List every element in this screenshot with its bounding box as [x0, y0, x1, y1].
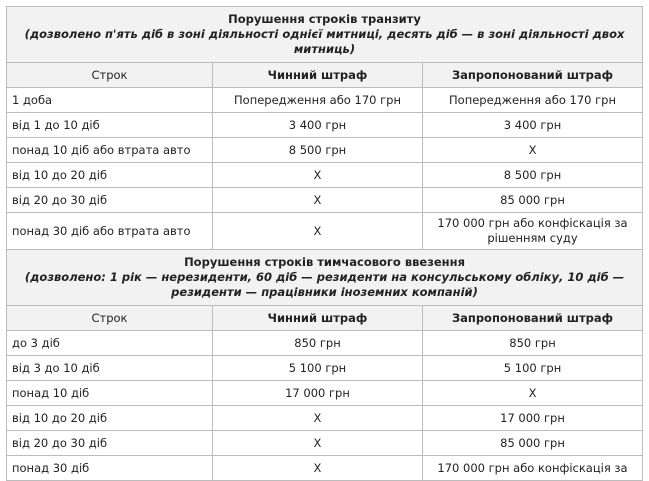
proposed-fine-cell: 3 400 грн — [423, 113, 643, 138]
current-fine-cell: Х — [213, 431, 423, 456]
current-fine-cell: Х — [213, 213, 423, 250]
table-row — [7, 213, 643, 250]
proposed-fine-cell: Х — [423, 138, 643, 163]
table-row — [7, 88, 643, 113]
fines-table-container — [6, 6, 642, 481]
section-title: Порушення строків тимчасового ввезення — [184, 255, 465, 269]
fines-table — [6, 6, 643, 481]
header-current-fine: Чинний штраф — [213, 63, 423, 88]
proposed-fine-cell: 170 000 грн або конфіскація за рішенням суду — [423, 213, 643, 250]
proposed-fine-cell: Попередження або 170 грн — [423, 88, 643, 113]
term-cell: понад 30 діб або втрата авто — [7, 213, 213, 250]
section-title-cell — [7, 7, 643, 63]
header-term: Строк — [7, 306, 213, 331]
table-row — [7, 113, 643, 138]
current-fine-cell: Х — [213, 456, 423, 481]
header-term: Строк — [7, 63, 213, 88]
table-row — [7, 456, 643, 481]
term-cell: від 1 до 10 діб — [7, 113, 213, 138]
current-fine-cell: 8 500 грн — [213, 138, 423, 163]
table-row — [7, 356, 643, 381]
term-cell: понад 10 діб — [7, 381, 213, 406]
term-cell: від 3 до 10 діб — [7, 356, 213, 381]
proposed-fine-cell: 5 100 грн — [423, 356, 643, 381]
header-proposed-fine: Запропонований штраф — [423, 63, 643, 88]
section-note: (дозволено п'ять діб в зоні діяльності однієї митниці, десять діб — в зоні діяльності двох митниць) — [24, 27, 625, 56]
term-cell: понад 10 діб або втрата авто — [7, 138, 213, 163]
current-fine-cell: Попередження або 170 грн — [213, 88, 423, 113]
table-row — [7, 406, 643, 431]
term-cell: від 10 до 20 діб — [7, 163, 213, 188]
proposed-fine-cell: 850 грн — [423, 331, 643, 356]
column-header-row — [7, 306, 643, 331]
current-fine-cell: Х — [213, 163, 423, 188]
proposed-fine-cell: 17 000 грн — [423, 406, 643, 431]
term-cell: 1 доба — [7, 88, 213, 113]
current-fine-cell: Х — [213, 406, 423, 431]
proposed-fine-cell: Х — [423, 381, 643, 406]
table-row — [7, 381, 643, 406]
current-fine-cell: Х — [213, 188, 423, 213]
current-fine-cell: 850 грн — [213, 331, 423, 356]
section-temporary-import-header — [7, 250, 643, 306]
column-header-row — [7, 63, 643, 88]
section-transit-header — [7, 7, 643, 63]
table-row — [7, 331, 643, 356]
current-fine-cell: 3 400 грн — [213, 113, 423, 138]
header-current-fine: Чинний штраф — [213, 306, 423, 331]
table-row — [7, 431, 643, 456]
table-row — [7, 138, 643, 163]
term-cell: понад 30 діб — [7, 456, 213, 481]
table-row — [7, 163, 643, 188]
current-fine-cell: 5 100 грн — [213, 356, 423, 381]
proposed-fine-cell: 170 000 грн або конфіскація за — [423, 456, 643, 481]
section-title-cell — [7, 250, 643, 306]
term-cell: від 20 до 30 діб — [7, 188, 213, 213]
header-proposed-fine: Запропонований штраф — [423, 306, 643, 331]
section-note: (дозволено: 1 рік — нерезиденти, 60 діб — резиденти на консульському обліку, 10 діб — резиденти — працівники іноземних компаній) — [24, 270, 625, 299]
proposed-fine-cell: 8 500 грн — [423, 163, 643, 188]
proposed-fine-cell: 85 000 грн — [423, 431, 643, 456]
term-cell: до 3 діб — [7, 331, 213, 356]
proposed-fine-cell: 85 000 грн — [423, 188, 643, 213]
current-fine-cell: 17 000 грн — [213, 381, 423, 406]
term-cell: від 10 до 20 діб — [7, 406, 213, 431]
table-row — [7, 188, 643, 213]
section-title: Порушення строків транзиту — [228, 12, 421, 26]
term-cell: від 20 до 30 діб — [7, 431, 213, 456]
